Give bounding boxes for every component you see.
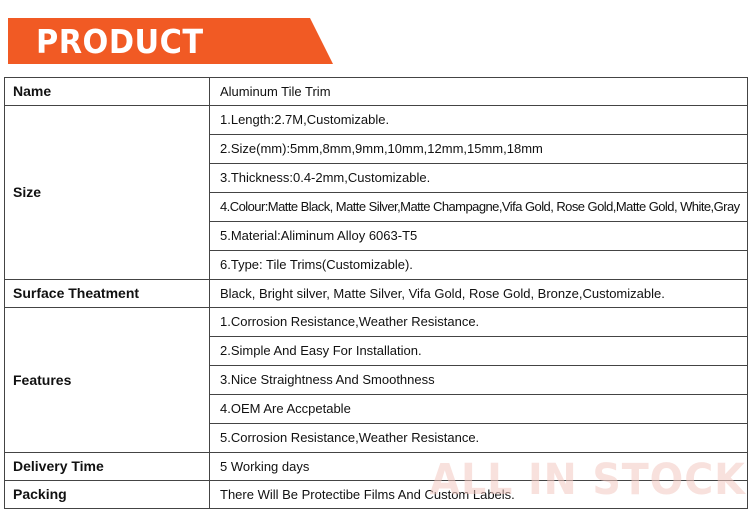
table-row-features <box>5 308 748 337</box>
size-item: 3.Thickness:0.4-2mm,Customizable. <box>210 164 748 193</box>
watermark-text: ALL IN STOCK <box>429 455 746 505</box>
table-row-surface <box>5 280 748 308</box>
delivery-label: Delivery Time <box>5 453 210 481</box>
feature-item: 3.Nice Straightness And Smoothness <box>210 366 748 395</box>
features-label: Features <box>5 308 210 453</box>
product-banner <box>8 18 333 64</box>
table-row-name <box>5 78 748 106</box>
size-label: Size <box>5 106 210 280</box>
feature-item: 5.Corrosion Resistance,Weather Resistance. <box>210 424 748 453</box>
surface-label: Surface Theatment <box>5 280 210 308</box>
feature-item: 1.Corrosion Resistance,Weather Resistance. <box>210 308 748 337</box>
banner-title: PRODUCT <box>36 22 204 61</box>
specification-table <box>4 77 748 509</box>
surface-value: Black, Bright silver, Matte Silver, Vifa Gold, Rose Gold, Bronze,Customizable. <box>210 280 748 308</box>
size-item: 6.Type: Tile Trims(Customizable). <box>210 251 748 280</box>
name-value: Aluminum Tile Trim <box>210 78 748 106</box>
table-row-delivery <box>5 453 748 481</box>
packing-label: Packing <box>5 481 210 509</box>
table-row-packing <box>5 481 748 509</box>
name-label: Name <box>5 78 210 106</box>
feature-item: 4.OEM Are Accpetable <box>210 395 748 424</box>
size-item: 1.Length:2.7M,Customizable. <box>210 106 748 135</box>
table-row-size <box>5 106 748 135</box>
size-item: 2.Size(mm):5mm,8mm,9mm,10mm,12mm,15mm,18mm <box>210 135 748 164</box>
delivery-value: 5 Working days <box>210 453 748 481</box>
size-item: 5.Material:Aliminum Alloy 6063-T5 <box>210 222 748 251</box>
feature-item: 2.Simple And Easy For Installation. <box>210 337 748 366</box>
size-item: 4.Colour:Matte Black, Matte Silver,Matte Champagne,Vifa Gold, Rose Gold,Matte Gold, White,Gray <box>210 193 748 222</box>
packing-value: There Will Be Protectibe Films And Custom Labels. <box>210 481 748 509</box>
